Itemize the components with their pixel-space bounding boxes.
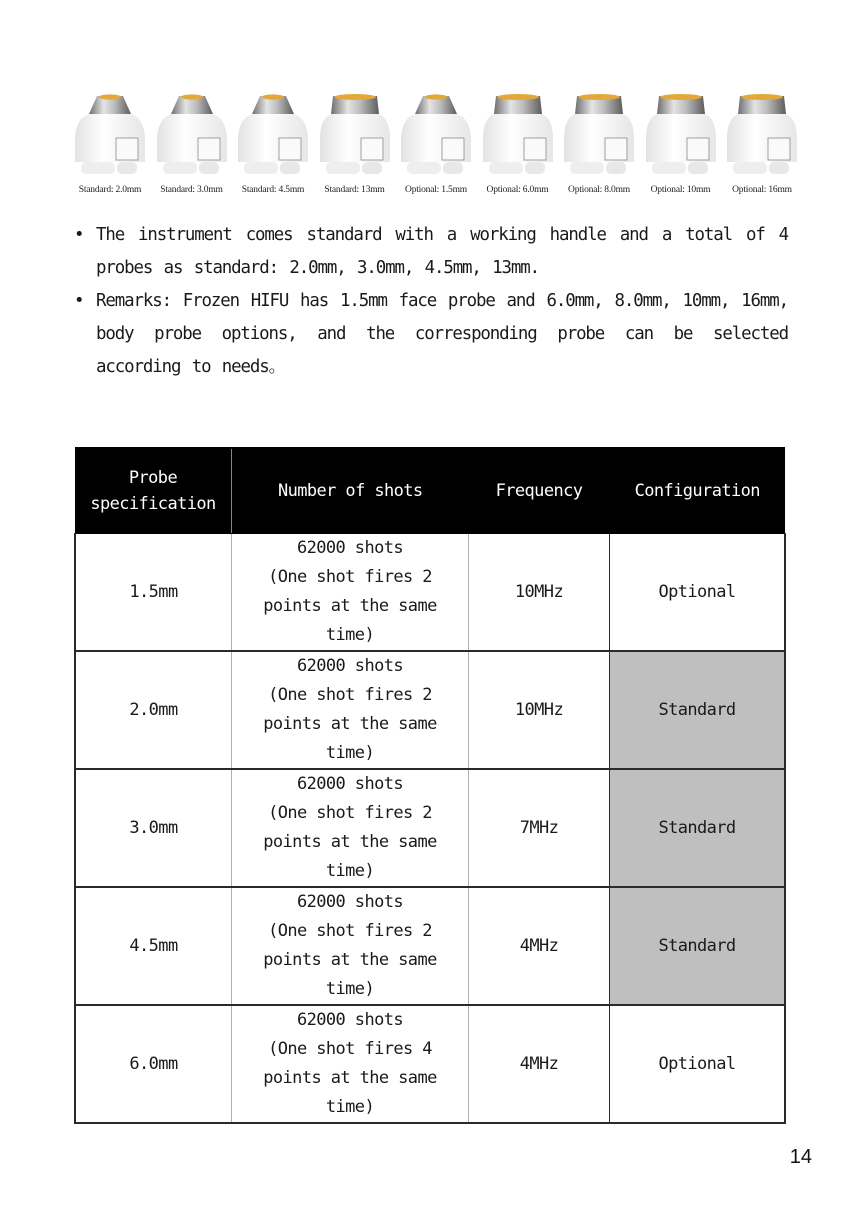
shots-text: (One shot fires 2	[268, 685, 432, 705]
cell-probe: 6.0mm	[75, 1005, 232, 1123]
cell-configuration: Standard	[610, 887, 786, 1005]
header-frequency: Frequency	[469, 448, 610, 534]
probe-label: Optional: 1.5mm	[405, 185, 467, 195]
note-text: The instrument comes standard with a working handle and a total of 4 probes as standard: 2.0mm, 3.0mm, 4.5mm, 13mm.	[96, 225, 788, 278]
probe-label: Optional: 16mm	[732, 185, 792, 195]
shots-text: (One shot fires 2	[268, 803, 432, 823]
note-text: Remarks: Frozen HIFU has 1.5mm face probe and 6.0mm, 8.0mm, 10mm, 16mm, body probe options, and the corresponding probe can be selected according to needs。	[96, 291, 788, 377]
table-row	[75, 887, 785, 1005]
probe-cartridge-icon	[397, 92, 475, 180]
probe-image-strip	[70, 92, 802, 204]
cell-probe: 3.0mm	[75, 769, 232, 887]
table-row	[75, 651, 785, 769]
probe-label: Optional: 6.0mm	[486, 185, 549, 195]
probe-label: Standard: 4.5mm	[241, 185, 305, 195]
shots-text: points at the same	[263, 1068, 437, 1088]
probe-label: Standard: 13mm	[324, 185, 385, 195]
bullet-icon: •	[74, 225, 85, 245]
shots-text: points at the same	[263, 950, 437, 970]
cell-frequency: 4MHz	[469, 887, 610, 1005]
shots-text: (One shot fires 2	[268, 921, 432, 941]
cell-configuration: Optional	[610, 1005, 786, 1123]
header-number-of-shots: Number of shots	[232, 448, 469, 534]
cell-shots	[232, 534, 469, 652]
shots-text: points at the same	[263, 596, 437, 616]
shots-text: time)	[325, 743, 375, 763]
probe-label: Standard: 3.0mm	[160, 185, 223, 195]
header-text: specification	[90, 494, 216, 514]
shots-text: 62000 shots	[297, 774, 403, 794]
shots-text: time)	[325, 1097, 375, 1117]
cell-configuration: Standard	[610, 769, 786, 887]
header-probe-specification	[75, 448, 232, 534]
cell-frequency: 10MHz	[469, 534, 610, 652]
table-row	[75, 534, 785, 652]
probe-cartridge-icon	[234, 92, 312, 180]
cell-probe: 2.0mm	[75, 651, 232, 769]
shots-text: (One shot fires 2	[268, 567, 432, 587]
probe-item	[70, 92, 150, 204]
probe-cartridge-icon	[479, 92, 557, 180]
table-header-row	[75, 448, 785, 534]
page-number: 14	[789, 1146, 812, 1168]
shots-text: 62000 shots	[297, 1010, 403, 1030]
probe-item	[478, 92, 558, 204]
probe-label: Optional: 10mm	[650, 185, 711, 195]
shots-text: (One shot fires 4	[268, 1039, 432, 1059]
cell-shots	[232, 769, 469, 887]
probe-cartridge-icon	[153, 92, 231, 180]
shots-text: points at the same	[263, 832, 437, 852]
probe-item	[722, 92, 802, 204]
table-row	[75, 1005, 785, 1123]
probe-cartridge-icon	[316, 92, 394, 180]
note-item	[72, 219, 788, 285]
probe-item	[233, 92, 313, 204]
probe-label: Standard: 2.0mm	[78, 185, 142, 195]
cell-shots	[232, 887, 469, 1005]
shots-text: 62000 shots	[297, 892, 403, 912]
cell-frequency: 4MHz	[469, 1005, 610, 1123]
header-configuration: Configuration	[610, 448, 786, 534]
note-item	[72, 285, 788, 384]
probe-item	[559, 92, 639, 204]
shots-text: 62000 shots	[297, 656, 403, 676]
shots-text: 62000 shots	[297, 538, 403, 558]
shots-text: time)	[325, 625, 375, 645]
probe-cartridge-icon	[560, 92, 638, 180]
cell-frequency: 10MHz	[469, 651, 610, 769]
probe-item	[396, 92, 476, 204]
cell-shots	[232, 651, 469, 769]
cell-shots	[232, 1005, 469, 1123]
header-text: Probe	[128, 468, 178, 488]
shots-text: points at the same	[263, 714, 437, 734]
probe-label: Optional: 8.0mm	[568, 185, 630, 195]
cell-configuration: Optional	[610, 534, 786, 652]
notes-list	[72, 219, 788, 384]
probe-cartridge-icon	[723, 92, 801, 180]
probe-spec-table	[74, 447, 786, 1124]
cell-probe: 4.5mm	[75, 887, 232, 1005]
probe-item	[315, 92, 395, 204]
cell-probe: 1.5mm	[75, 534, 232, 652]
probe-cartridge-icon	[642, 92, 720, 180]
probe-item	[641, 92, 721, 204]
shots-text: time)	[325, 861, 375, 881]
cell-frequency: 7MHz	[469, 769, 610, 887]
bullet-icon: •	[74, 291, 85, 311]
probe-cartridge-icon	[71, 92, 149, 180]
cell-configuration: Standard	[610, 651, 786, 769]
probe-item	[152, 92, 232, 204]
shots-text: time)	[325, 979, 375, 999]
table-row	[75, 769, 785, 887]
